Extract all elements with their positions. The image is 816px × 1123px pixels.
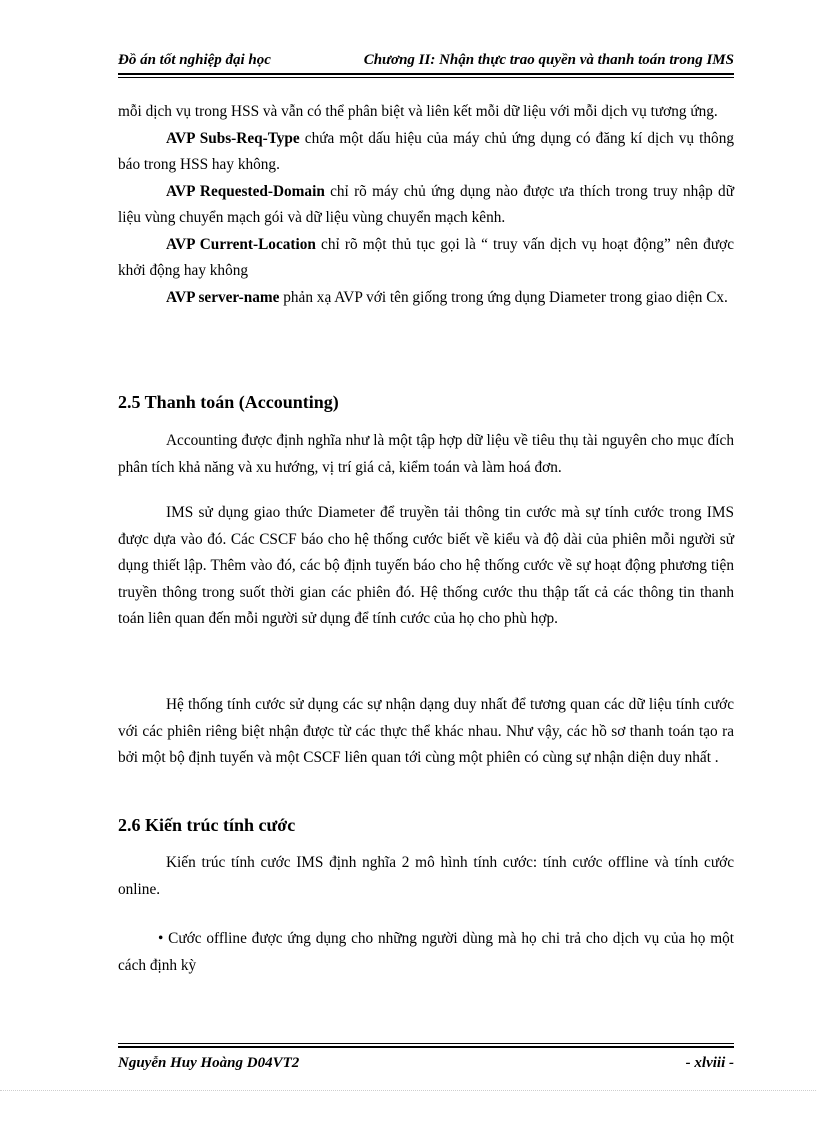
text-subs-req-type: chứa một dấu hiệu của máy chủ ứng dụng có đăng kí dịch vụ thông báo trong HSS hay không. — [118, 129, 734, 173]
footer-rule-thick — [118, 1046, 734, 1048]
body-block-4 — [118, 692, 734, 772]
paragraph-diameter-accounting: IMS sử dụng giao thức Diameter để truyền tải thông tin cước mà sự tính cước trong IMS được dựa vào đó. Các CSCF báo cho hệ thống cước biết về kiểu và độ dài của phiên mỗi người sử dụng thiết lập. Thêm vào đó, các bộ định tuyến báo cho hệ thống cước về sự hoạt động phương tiện truyền thông trong suốt thời gian các phiên đó. Hệ thống cước thu thập tất cả các thông tin thanh toán liên quan đến mỗi người sử dụng để tính cước của họ cho phù hợp. — [118, 504, 734, 627]
body-block-5 — [118, 850, 734, 903]
page-edge-dotted-line — [0, 1090, 816, 1091]
header-rule-thick — [118, 73, 734, 75]
paragraph-current-location — [118, 232, 734, 285]
body-block-1 — [118, 99, 734, 311]
text-offline-charging: Cước offline được ứng dụng cho những người dùng mà họ chi trả cho dịch vụ của họ một cách định kỳ — [118, 930, 734, 974]
paragraph-subs-req-type — [118, 126, 734, 179]
term-requested-domain: AVP Requested-Domain — [166, 182, 325, 200]
term-current-location: AVP Current-Location — [166, 235, 316, 253]
paragraph-unique-identifiers: Hệ thống tính cước sử dụng các sự nhận dạng duy nhất để tương quan các dữ liệu tính cước với các phiên riêng biệt nhận được từ các thực thể khác nhau. Như vậy, các hồ sơ thanh toán tạo ra bởi một bộ định tuyến và một CSCF liên quan tới cùng một phiên có cùng sự nhận diện duy nhất . — [118, 696, 734, 766]
body-block-2 — [118, 428, 734, 481]
heading-accounting: 2.5 Thanh toán (Accounting) — [118, 392, 339, 412]
paragraph-continued: mỗi dịch vụ trong HSS và vẫn có thể phân biệt và liên kết mỗi dữ liệu với mỗi dịch vụ tương ứng. — [118, 103, 718, 120]
list-item-offline — [118, 926, 734, 979]
paragraph-charging-models: Kiến trúc tính cước IMS định nghĩa 2 mô hình tính cước: tính cước offline và tính cước online. — [118, 854, 734, 898]
body-block-6 — [118, 926, 734, 979]
term-server-name: AVP server-name — [166, 288, 280, 306]
paragraph-server-name — [118, 285, 734, 312]
header-left-title: Đồ án tốt nghiệp đại học — [118, 52, 271, 68]
body-block-3 — [118, 500, 734, 633]
footer-author: Nguyễn Huy Hoàng D04VT2 — [118, 1055, 300, 1071]
heading-charging-architecture: 2.6 Kiến trúc tính cước — [118, 815, 296, 835]
page-number: - xlviii - — [685, 1055, 734, 1071]
footer-rule-thin — [118, 1043, 734, 1044]
text-server-name: phản xạ AVP với tên giống trong ứng dụng Diameter trong giao diện Cx. — [279, 288, 728, 306]
text-current-location: chỉ rõ một thủ tục gọi là “ truy vấn dịch vụ hoạt động” nên được khởi động hay không — [118, 235, 735, 279]
bullet-icon: • — [158, 930, 164, 947]
paragraph-accounting-definition: Accounting được định nghĩa như là một tập hợp dữ liệu về tiêu thụ tài nguyên cho mục đích phân tích khả năng và xu hướng, vị trí giá cả, kiểm toán và làm hoá đơn. — [118, 432, 734, 476]
text-requested-domain: chỉ rõ máy chủ ứng dụng nào được ưa thích trong truy nhập dữ liệu vùng chuyển mạch gói và dữ liệu vùng chuyển mạch kênh. — [118, 182, 734, 226]
header-right-title: Chương II: Nhận thực trao quyền và thanh toán trong IMS — [363, 52, 734, 68]
paragraph-requested-domain — [118, 179, 734, 232]
term-subs-req-type: AVP Subs-Req-Type — [166, 129, 300, 147]
header-rule-thin — [118, 77, 734, 78]
